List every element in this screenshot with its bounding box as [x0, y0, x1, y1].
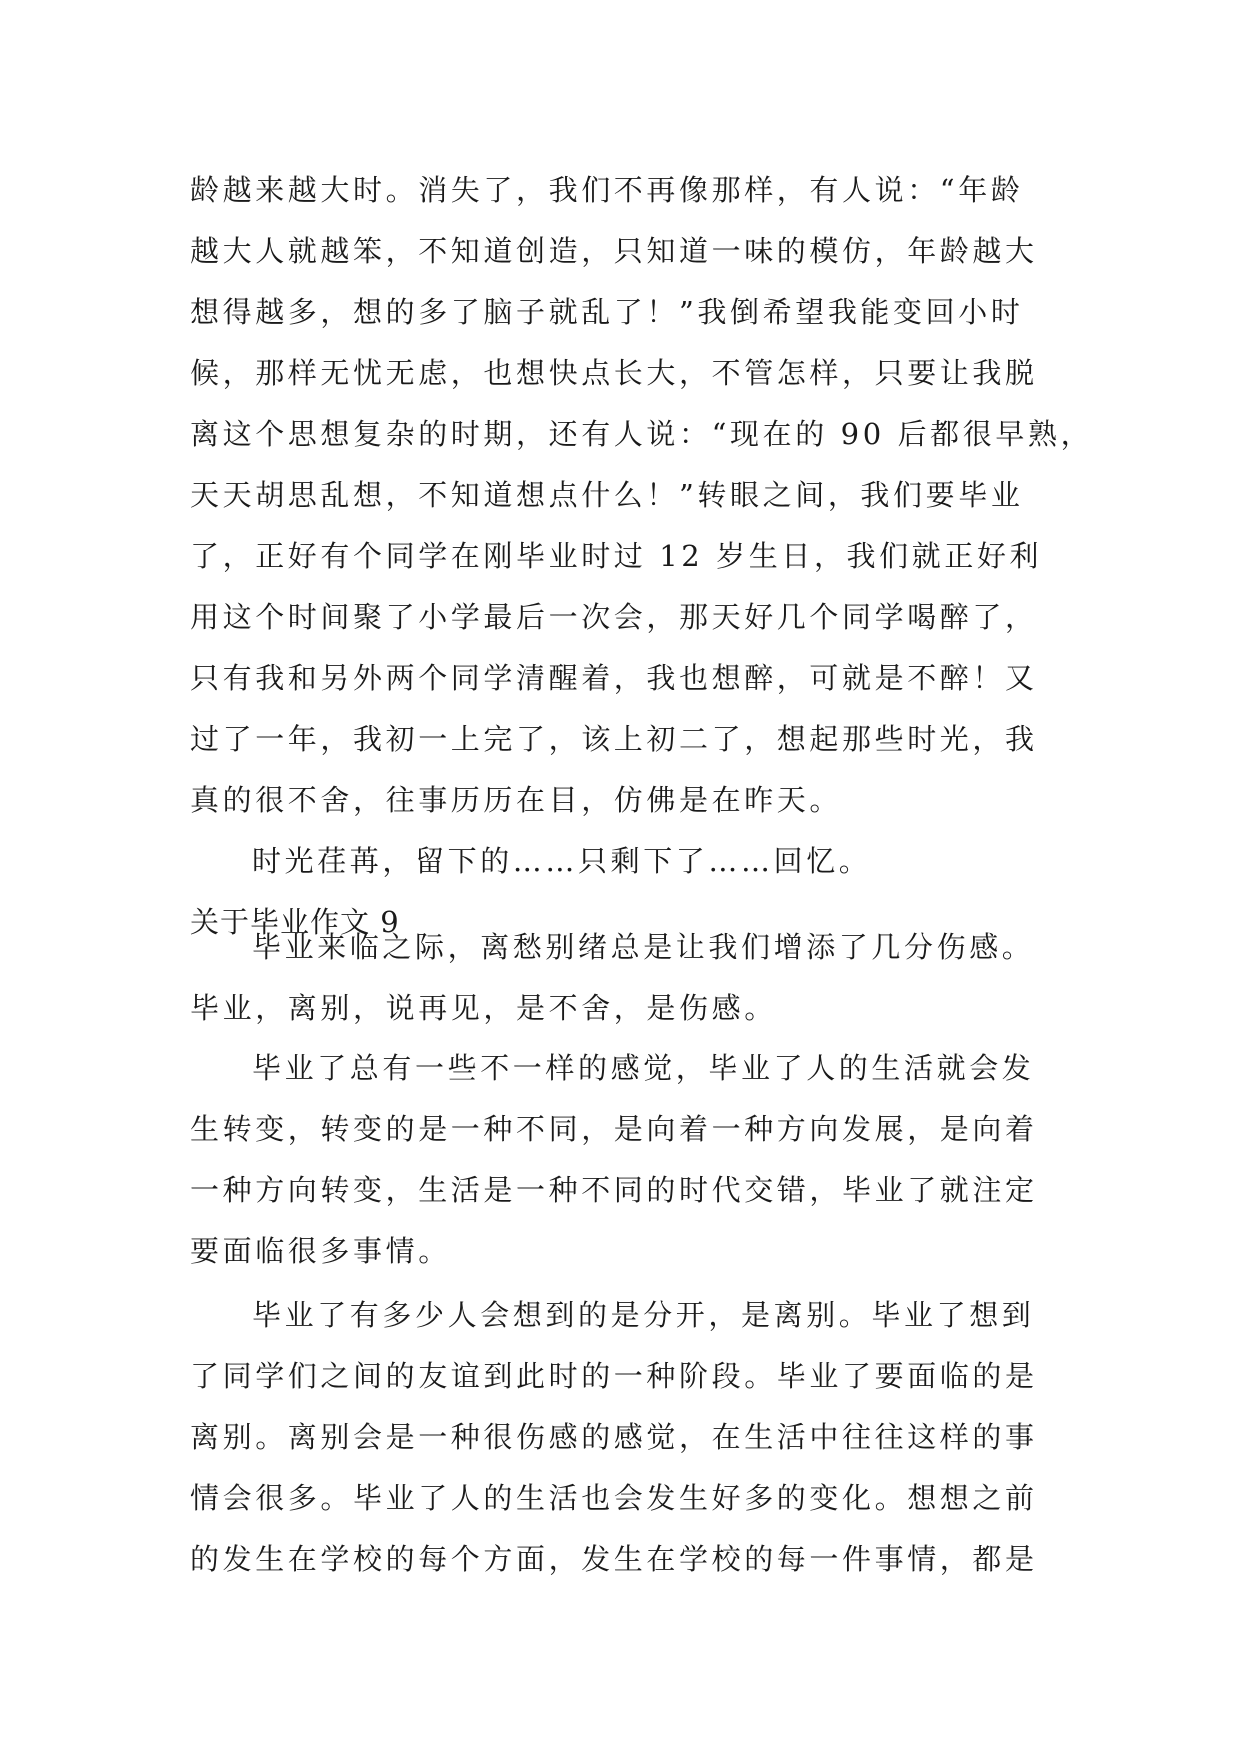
- paragraph-line: 越大人就越笨，不知道创造，只知道一味的模仿，年龄越大: [190, 234, 1038, 268]
- paragraph-line: 离这个思想复杂的时期，还有人说：“现在的 90 后都很早熟，: [190, 417, 1094, 451]
- paragraph-line: 过了一年，我初一上完了，该上初二了，想起那些时光，我: [190, 722, 1038, 756]
- paragraph-line: 天天胡思乱想，不知道想点什么！”转眼之间，我们要毕业: [190, 478, 1024, 512]
- essay-text-block: [190, 1285, 1060, 1590]
- paragraph-line: 用这个时间聚了小学最后一次会，那天好几个同学喝醉了，: [190, 600, 1038, 634]
- essay-text-block: [190, 160, 1094, 953]
- paragraph-line: 要面临很多事情。: [190, 1234, 451, 1268]
- essay-text-block: [190, 917, 1060, 1039]
- paragraph-line: 毕业来临之际，离愁别绪总是让我们增添了几分伤感。: [252, 930, 1035, 964]
- paragraph-line: 龄越来越大时。消失了，我们不再像那样，有人说：“年龄: [190, 173, 1024, 207]
- paragraph-line: 情会很多。毕业了人的生活也会发生好多的变化。想想之前: [190, 1481, 1038, 1515]
- paragraph-line: 想得越多，想的多了脑子就乱了！”我倒希望我能变回小时: [190, 295, 1024, 329]
- essay-text-block: [190, 1038, 1060, 1282]
- paragraph-line: 候，那样无忧无虑，也想快点长大，不管怎样，只要让我脱: [190, 356, 1038, 390]
- paragraph-line: 只有我和另外两个同学清醒着，我也想醉，可就是不醉！又: [190, 661, 1038, 695]
- paragraph-line: 毕业，离别，说再见，是不舍，是伤感。: [190, 991, 777, 1025]
- paragraph-line: 时光荏苒，留下的……只剩下了……回忆。: [252, 844, 872, 878]
- paragraph-line: 了，正好有个同学在刚毕业时过 12 岁生日，我们就正好利: [190, 539, 1043, 573]
- paragraph-line: 了同学们之间的友谊到此时的一种阶段。毕业了要面临的是: [190, 1359, 1038, 1393]
- paragraph-line: 一种方向转变，生活是一种不同的时代交错，毕业了就注定: [190, 1173, 1038, 1207]
- paragraph-line: 毕业了有多少人会想到的是分开，是离别。毕业了想到: [252, 1298, 1035, 1332]
- paragraph-line: 毕业了总有一些不一样的感觉，毕业了人的生活就会发: [252, 1051, 1035, 1085]
- paragraph-line: 离别。离别会是一种很伤感的感觉，在生活中往往这样的事: [190, 1420, 1038, 1454]
- paragraph-line: 真的很不舍，往事历历在目，仿佛是在昨天。: [190, 783, 843, 817]
- paragraph-line: 生转变，转变的是一种不同，是向着一种方向发展，是向着: [190, 1112, 1038, 1146]
- paragraph-line: 的发生在学校的每个方面，发生在学校的每一件事情，都是: [190, 1542, 1038, 1576]
- section-heading: 关于毕业作文 9: [190, 905, 400, 939]
